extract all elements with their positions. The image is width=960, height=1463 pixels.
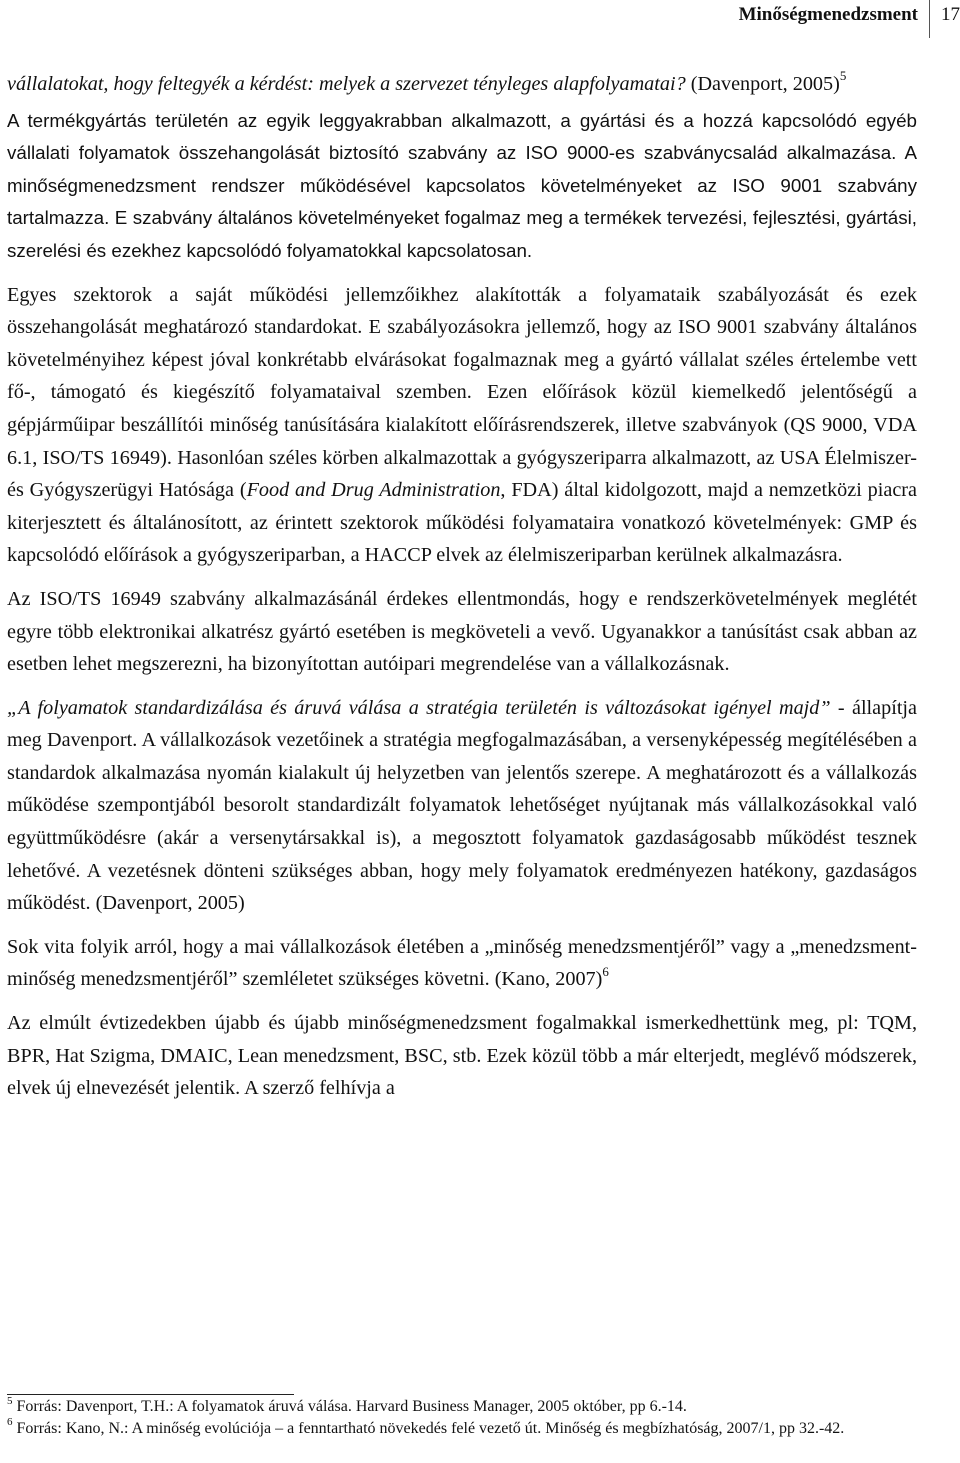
paragraph-4: Az ISO/TS 16949 szabvány alkalmazásánál érdekes ellentmondás, hogy e rendszerkövetelmények meglétét egyre több elektronikai alkatrész gyártó esetében is megköveteli a vevő. Ugyanakkor a tanúsítást csak abban az esetben lehet megszerezni, ha bizonyítottan autóipari megrendelése van a vállalkozásnak.: [7, 587, 917, 676]
italic-quote: vállalatokat, hogy feltegyék a kérdést: melyek a szervezet tényleges alapfolyamatai?: [7, 73, 691, 95]
paragraph-6-text: Sok vita folyik arról, hogy a mai vállalkozások életében a „minőség menedzsmentjéről” vagy a „menedzsment-minőség menedzsmentjéről” szemléletet szükséges követni. (Kano, 2007): [7, 935, 917, 991]
footnote-ref-6: 6: [602, 963, 609, 979]
footnote-mark: 5: [7, 1394, 13, 1407]
footnote: [7, 1396, 917, 1418]
paragraph-6: [7, 931, 917, 996]
footnote-divider: [7, 1394, 294, 1395]
running-title: Minőségmenedzsment: [738, 4, 918, 25]
paragraph-2: A termékgyártás területén az egyik leggyakrabban alkalmazott, a gyártási és a hozzá kapcsolódó egyéb vállalati folyamatok összehangolását biztosító szabvány az ISO 9000-es szabványcsalád alkalmazása. A minőségmenedzsment rendszer működésével kapcsolatos követelményeket az ISO 9001 szabvány tartalmazza. E szabvány általános követelményeket fogalmaz meg a termékek tervezési, fejlesztési, gyártási, szerelési és ezekhez kapcsolódó folyamatokkal kapcsolatosan.: [7, 109, 917, 261]
footnote-ref-5: 5: [839, 68, 847, 84]
paragraph-5: [7, 692, 917, 920]
footnote-text: Forrás: Kano, N.: A minőség evolúciója – a fenntartható növekedés felé vezető út. Minőség és megbízhatóság, 2007/1, pp 32.-42.: [12, 1419, 845, 1437]
footnotes: [7, 1396, 917, 1439]
paragraph-3-text-a: Egyes szektorok a saját működési jellemzőikhez alakították a folyamataik szabályozását és ezek összehangolását meghatározó standardokat. E szabályozásokra jellemző, hogy az ISO 9001 szabvány általános követelményihez képest jóval konkrétabb elvárásokat fogalmaznak meg a gyártó vállalat széles értelembe vett fő-, támogató és kiegészítő folyamataival szemben. Ezen előírások közül kiemelkedő jelentőségű a gépjárműipar beszállítói minőség tanúsítására kialakított előírásrendszerek, illetve szabványok (QS 9000, VDA 6.1, ISO/TS 16949). Hasonlóan széles körben alkalmazottak a gyógyszeriparra alkalmazott, az USA Élelmiszer-és Gyógyszerügyi Hatósága (: [7, 283, 917, 502]
header-divider: [929, 0, 930, 38]
paragraph-5-text: - állapítja meg Davenport. A vállalkozások vezetőinek a stratégia megfogalmazásában, a versenyképesség megítélésében a standardok alkalmazása nyomán kialakult új helyzetben van jelentős szerepe. A meghatározott és a vállalkozás működése szempontjából besorolt standardizált folyamatok lehetőséget nyújtanak más vállalkozásokkal való együttműködésre (akár a versenytársakkal is), a megosztott folyamatok gazdaságosabb működést tesznek lehetővé. A vezetésnek dönteni szükséges abban, hogy mely folyamatok eredményezen hatékony, gazdaságos működést. (Davenport, 2005): [7, 696, 918, 915]
paragraph-3-italic: Food and Drug Administration: [246, 479, 501, 502]
paragraph-3-text-b: , FDA) által kidolgozott, majd a nemzetközi piacra kiterjesztett és általánosított, az érintett szektorok működési folyamataira vonatkozó követelmények: GMP és kapcsolódó előírások a gyógyszeriparban, a HACCP elvek az élelmiszeriparban kerülnek alkalmazásra.: [7, 479, 917, 567]
paragraph-7: Az elmúlt évtizedekben újabb és újabb minőségmenedzsment fogalmakkal ismerkedhettünk meg, pl: TQM, BPR, Hat Szigma, DMAIC, Lean menedzsment, BSC, stb. Ezek közül több a már elterjedt, meglévő módszerek, elvek új elnevezését jelentik. A szerző felhívja a: [7, 1012, 917, 1100]
footnote: [7, 1418, 917, 1440]
citation: (Davenport, 2005): [690, 73, 840, 95]
page-number: 17: [941, 4, 960, 25]
body-text: [7, 68, 917, 1116]
page-header: [0, 0, 960, 40]
footnote-text: Forrás: Davenport, T.H.: A folyamatok áruvá válása. Harvard Business Manager, 2005 október, pp 6.-14.: [12, 1398, 687, 1415]
footnote-mark: 6: [7, 1416, 13, 1429]
paragraph-3: [7, 279, 917, 572]
paragraph-1: [7, 68, 917, 101]
paragraph-5-quote: „A folyamatok standardizálása és áruvá válása a stratégia területén is változásokat igényel majd”: [7, 696, 831, 719]
